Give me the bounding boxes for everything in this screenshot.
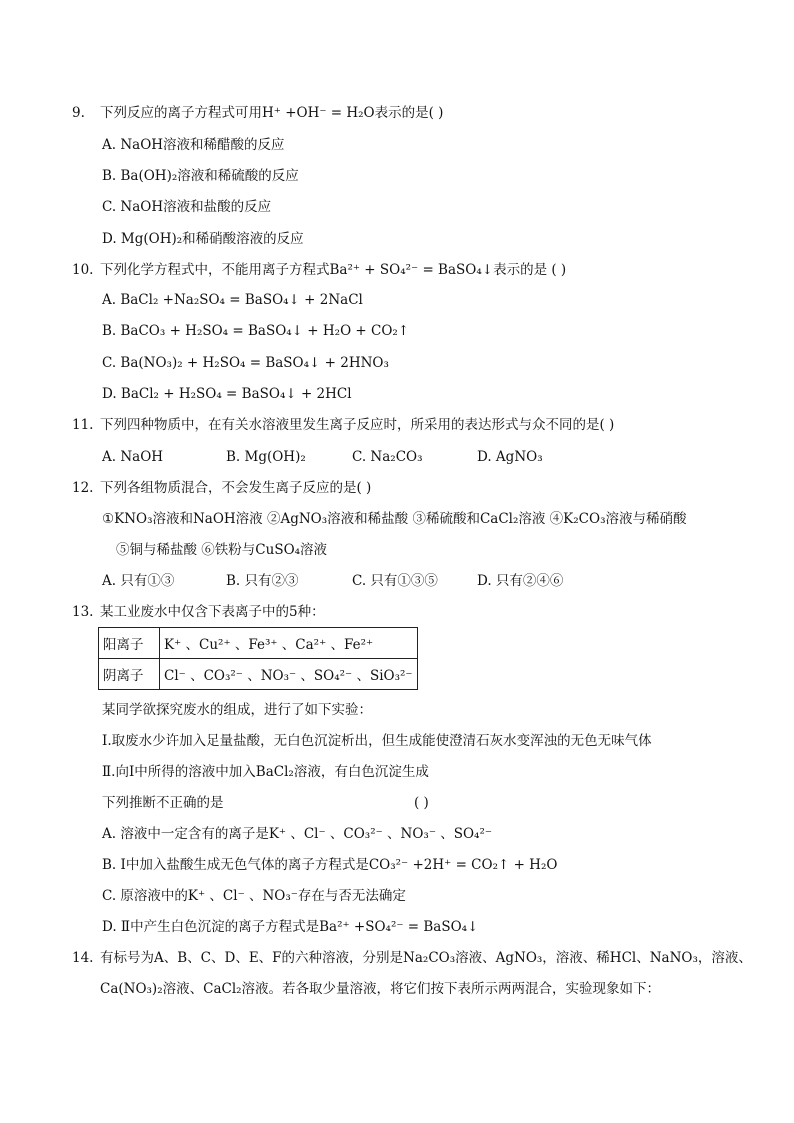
table-header-anion: 阴离子	[99, 659, 160, 690]
question-number: 13.	[72, 604, 94, 620]
question-number: 14.	[72, 950, 94, 966]
option-d: D. AgNO₃	[477, 449, 543, 465]
option-d: D. Ⅱ中产生白色沉淀的离子方程式是Ba²⁺ +SO₄²⁻ = BaSO₄↓	[102, 919, 479, 935]
experiment-step-1: Ⅰ.取废水少许加入足量盐酸，无白色沉淀析出，但生成能使澄清石灰水变浑浊的无色无味气体	[102, 733, 652, 749]
table-row	[99, 628, 418, 659]
option-c: C. Ba(NO₃)₂ + H₂SO₄ = BaSO₄↓ + 2HNO₃	[102, 355, 389, 371]
question-number: 10.	[72, 262, 94, 278]
question-number: 11.	[72, 417, 94, 433]
option-a: A. BaCl₂ +Na₂SO₄ = BaSO₄↓ + 2NaCl	[102, 292, 363, 308]
item-list-2: ⑤铜与稀盐酸 ⑥铁粉与CuSO₄溶液	[116, 542, 328, 558]
experiment-step-2: Ⅱ.向Ⅰ中所得的溶液中加入BaCl₂溶液，有白色沉淀生成	[102, 764, 429, 780]
option-c: C. 只有①③⑤	[352, 573, 438, 589]
option-c: C. Na₂CO₃	[352, 449, 423, 465]
question-stem: 下列四种物质中，在有关水溶液里发生离子反应时，所采用的表达形式与众不同的是( )	[100, 417, 615, 433]
option-b: B. BaCO₃ + H₂SO₄ = BaSO₄↓ + H₂O + CO₂↑	[102, 323, 410, 339]
option-b: B. Ba(OH)₂溶液和稀硫酸的反应	[102, 168, 299, 184]
question-stem-line-2: Ca(NO₃)₂溶液、CaCl₂溶液。若各取少量溶液，将它们按下表所示两两混合，实验现象如下：	[100, 981, 661, 997]
option-b: B. 只有②③	[226, 573, 299, 589]
option-d: D. 只有②④⑥	[477, 573, 564, 589]
ion-table	[98, 627, 418, 690]
question-number: 12.	[72, 480, 94, 496]
option-a: A. 只有①③	[102, 573, 175, 589]
question-stem: 下列反应的离子方程式可用H⁺ +OH⁻ = H₂O表示的是( )	[100, 105, 444, 121]
question-stem: 下列各组物质混合，不会发生离子反应的是( )	[100, 480, 372, 496]
option-a: A. NaOH	[102, 449, 164, 465]
experiment-intro: 某同学欲探究废水的组成，进行了如下实验：	[102, 702, 372, 718]
table-cell-anions: Cl⁻ 、CO₃²⁻ 、NO₃⁻ 、SO₄²⁻ 、SiO₃²⁻	[160, 659, 418, 690]
option-d: D. BaCl₂ + H₂SO₄ = BaSO₄↓ + 2HCl	[102, 386, 352, 402]
answer-bracket: ( )	[414, 795, 429, 811]
option-d: D. Mg(OH)₂和稀硝酸溶液的反应	[102, 231, 304, 247]
table-cell-cations: K⁺ 、Cu²⁺ 、Fe³⁺ 、Ca²⁺ 、Fe²⁺	[160, 628, 418, 659]
option-c: C. NaOH溶液和盐酸的反应	[102, 199, 272, 215]
option-a: A. 溶液中一定含有的离子是K⁺ 、Cl⁻ 、CO₃²⁻ 、NO₃⁻ 、SO₄²⁻	[102, 826, 493, 842]
option-b: B. Ⅰ中加入盐酸生成无色气体的离子方程式是CO₃²⁻ +2H⁺ = CO₂↑ + H₂O	[102, 857, 558, 873]
option-b: B. Mg(OH)₂	[226, 449, 306, 465]
option-c: C. 原溶液中的K⁺ 、Cl⁻ 、NO₃⁻存在与否无法确定	[102, 888, 406, 904]
item-list-1: ①KNO₃溶液和NaOH溶液 ②AgNO₃溶液和稀盐酸 ③稀硫酸和CaCl₂溶液 ④K₂CO₃溶液与稀硝酸	[102, 511, 687, 527]
question-stem: 下列化学方程式中，不能用离子方程式Ba²⁺ + SO₄²⁻ = BaSO₄↓表示的是 ( )	[100, 262, 567, 278]
question-stem-line-1: 有标号为A、B、C、D、E、F的六种溶液，分别是Na₂CO₃溶液、AgNO₃，溶液、稀HCl、NaNO₃，溶液、	[100, 950, 752, 966]
option-a: A. NaOH溶液和稀醋酸的反应	[102, 137, 285, 153]
question-stem: 某工业废水中仅含下表离子中的5种：	[100, 604, 325, 620]
question-number: 9.	[72, 105, 85, 121]
question-prompt: 下列推断不正确的是	[102, 795, 224, 811]
table-row	[99, 659, 418, 690]
table-header-cation: 阳离子	[99, 628, 160, 659]
